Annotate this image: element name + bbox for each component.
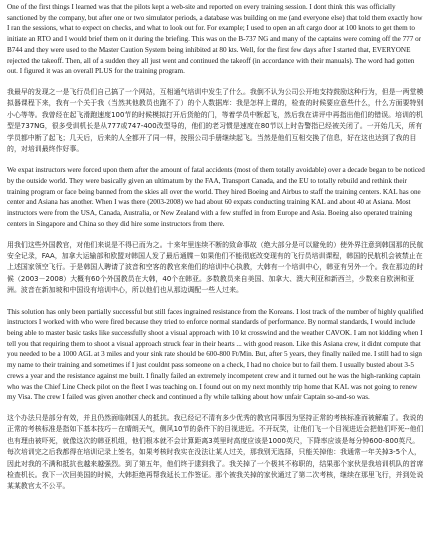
paragraph-en-3: This solution has only been partially successful but still faces ingrained resistance from the Koreans. I lost track of the number of highly qualified instructors I worked with who were fired because they tried to enforce normal standards of performance. By normal standards, I would include being able to master basic tasks like successfully shoot a visual approach with 10 kt crosswind and the weather CAVOK. I am not kidding when I tell you that requiring them to shoot a visual approach struck fear in their hearts ... with good reason. Like this Asiana crew, it didnt compute that you needed to be a 1000 AGL at 3 miles and your sink rate should be 600-800 Ft/Min. But, after 5 years, they finally nailed me. I still had to sign my name to their training and sometimes if I just couldnt pass someone on a check, I had no choice but to fail them. I usually busted about 3-5 crews a year and the resistance against me built. I finally failed an extremely incompetent crew and it turned out he was the high-ranking captain who was the Chief Line Check pilot on the fleet I was teaching on. I found out on my next monthly trip home that KAL was not going to renew my Visa. The crew I failed was given another check and continued a fly while talking about how unfair Captain so-and-so was.	[7, 307, 424, 402]
paragraph-zh-2: 用我们这些外国教官，对他们来说是不得已而为之。十来年里连续不断的致命事故（绝大部分是可以避免的）使外界注意到韩国那的民航安全记录，FAA，加拿大运输部和欧盟对韩国人发了最后通牒－如果他们不能彻底改变现有的飞行员培训课程，韩国的民航机会被禁止在上述国家领空飞行。于是韩国人聘请了波音和空客的教官来他们的培训中心执教，大韩有一个培训中心，韩亚有另外一个。我在那边的时候（2003－2008）大概有60个外国教员在大韩，40个在韩亚。多数教员来自美国、加拿大、澳大利亚和新西兰，少数来自欧洲和亚洲。波音在新加坡和中国设有培训中心，所以他们也从那边调配一些人过来。	[7, 240, 424, 295]
paragraph-zh-3: 这个办法只是部分有效，并且仍然面临韩国人的抵抗。我已经记不清有多少优秀的教官同事因为坚持正常的考核标准而被解雇了。我说的正常的考核标准是指如下基本技巧－在晴朗天气，侧风10节的条件下的目视进近。不开玩笑，让他们飞一个目视进近会把他们吓死--他们也有理由被吓死，就像这次的韩亚机组，他们根本就不会计算距离3英里时高度应该是1000英尺，下降率应该是每分钟600-800英尺。每次培训完之后我都得在培训记录上签名，如果考核时我实在没法让某人过关，那我别无选择，只能关掉他：我通常一年关掉3-5个人，因此对我的不满和抵抗也越来越强烈。到了第五年，他们终于逮到我了。我关掉了一个极其不称职的，结果那个家伙是我培训机队的首席检查机长。我下一次回美国的时候，大韩拒绝再帮我延长工作签证。那个被我关掉的家伙通过了第二次考核，继续在那里飞行，并到处说某某教官太不公平。	[7, 413, 424, 491]
paragraph-en-2: We expat instructors were forced upon them after the amount of fatal accidents (most of them totally avoidable) over a decade began to be noticed by the outside world. They were basically given an ultimatum by the FAA, Transport Canada, and the EU to totally rebuild and rethink their training program or face being banned from the skies all over the world. They hired Boeing and Airbus to staff the training centers. KAL has one center and Asiana has another. When I was there (2003-2008) we had about 60 expats conducting training KAL and about 40 at Asiana. Most instructors were from the USA, Canada, Australia, or New Zealand with a few stuffed in from Europe and Asia. Boeing also operated training centers in Singapore and China so they did hire some instructors from there.	[7, 166, 425, 228]
paragraph-en-1: One of the first things I learned was that the pilots kept a web-site and reported on every training session. I dont think this was officially sanctioned by the company, but after one or two simulator periods, a database was building on me (and everyone else) that told them exactly how I ran the sessions, what to expect on checks, and what to look out for. For example; I used to open an aft cargo door at 100 knots to get them to initiate an RTO and I would brief them on it during the briefing. This was on the B-737 NG and many of the captains were coming off the 777 or B744 and they were used to the Master Caution System being inhibited at 80 kts. Well, for the first few days after I started that, EVERYONE rejected the takeoff. Then, all of a sudden they all just went and continued the takeoff (in accordance with their manuals). The word had gotten out. I figured it was an overall PLUS for the training program.	[7, 3, 423, 76]
paragraph-zh-1: 我最早的发现之一是飞行员们自己搞了一个网站，互相通气培训中发生了什么。我倒不认为公司公开地支持鼓励这种行为，但是一两堂模拟器课程下来，我有一个关于我（当然其他教员也跑不了）的个人数据库：我是怎样上课的，检查的时候要应意些什么，什么方面要特别小心等等。我曾经在起飞滑跑速度100节的时候模拟打开后货舱的门，等着学员中断起飞，然后我在讲评中再指出他们的错误。培训的机型是737NG，很多受训机长是从777或747-400改型导的，他们的老习惯是速度在80节以上时告警指已经被关闭了。一开始几天，所有学员都中断了起飞；几天后，后来的人全都开了同一样，按照公司手册继续起飞。当然是他们互相交换了信息，好在这也达到了我的目的，对培训最终作好事。	[7, 87, 424, 153]
